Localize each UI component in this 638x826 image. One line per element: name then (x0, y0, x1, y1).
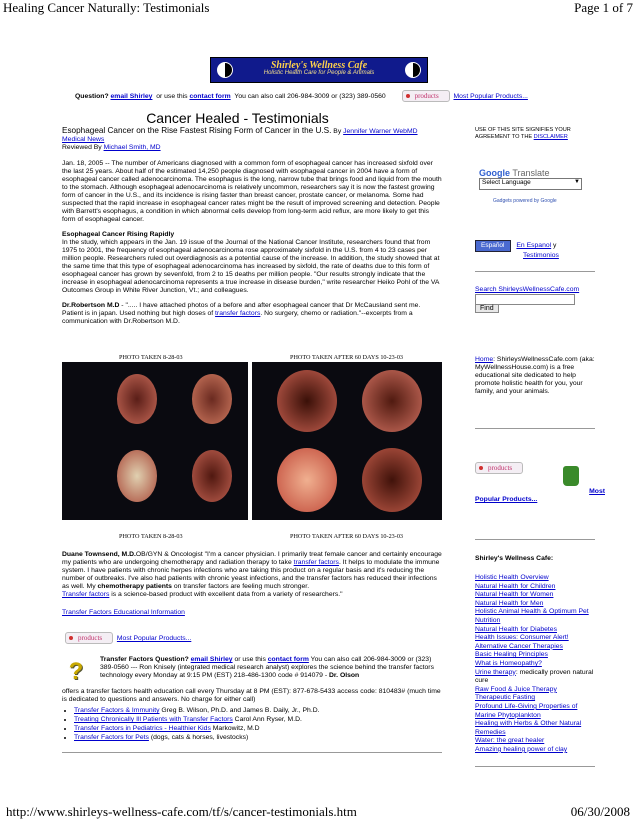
sidebar-link[interactable]: Health Issues: Consumer Alert! (475, 634, 569, 642)
author-link[interactable]: Jennifer Warner WebMD Medical News (62, 128, 418, 143)
espanol-badge[interactable]: Español (475, 240, 511, 252)
tf-list-text: Greg B. Wilson, Ph.D. and James B. Daily, Jr., Ph.D. (161, 707, 320, 714)
townsend-testimonial (62, 551, 442, 624)
sidebar-link[interactable]: Natural Health for Men (475, 599, 544, 607)
photo-caption-before-bottom: PHOTO TAKEN 8-28-03 (119, 533, 183, 540)
photo-caption-before-top: PHOTO TAKEN 8-28-03 (119, 354, 183, 361)
sidebar-link[interactable]: Alternative Cancer Therapies (475, 642, 563, 650)
y-text: y (553, 242, 557, 249)
espanol-block (475, 240, 600, 260)
tf-list-text: Markowitz, M.D (212, 725, 260, 732)
divider (475, 428, 595, 429)
select-language-value: Select Language (482, 179, 531, 186)
sidebar-link[interactable]: Healing with Herbs & Other Natural Remedies (475, 720, 582, 736)
tf-list-link[interactable]: Transfer Factors for Pets (74, 734, 149, 741)
tf-call-text: You can also call 206-984-3009 or (323) 389-0560 --- Ron Knisely (integrated medical research analyst) explores the science behind the transfer factors technology every Monday at 9:15 PM (EST) 218-486-1300 code # 914079 - (100, 656, 434, 679)
robertson-quote-a: - "..... I have attached photos of a before and after esophageal cancer that Dr McCausland sent me. Patient is in japan. Used nothing but high doses of (62, 302, 421, 317)
after-photo-panel (252, 362, 442, 520)
tf-list-text: Carol Ann Ryser, M.D. (234, 716, 302, 723)
divider (475, 766, 595, 767)
banner-title: Shirley's Wellness Cafe (270, 60, 368, 71)
sidebar-link[interactable]: What is Homeopathy? (475, 659, 542, 667)
popular-products-link[interactable]: Popular Products... (475, 496, 538, 503)
question-label: Question? (75, 93, 109, 100)
most-popular-link-2[interactable]: Most Popular Products... (116, 635, 192, 642)
sidebar-link[interactable]: Holistic Animal Health & Optimum Pet Nutrition (475, 608, 589, 624)
tf-call-tail (62, 688, 442, 704)
site-banner[interactable] (210, 57, 428, 83)
reviewer-link[interactable]: Michael Smith, MD (103, 144, 161, 151)
products-button-3[interactable]: products (475, 462, 523, 474)
photo-caption-after-bottom: PHOTO TAKEN AFTER 60 DAYS 10-23-03 (290, 533, 404, 540)
testimonios-link[interactable]: Testimonios (523, 252, 559, 259)
divider (475, 539, 595, 540)
by-label: By (333, 128, 342, 135)
question-mark-icon: ? (68, 658, 84, 685)
sidebar-link[interactable]: Natural Health for Diabetes (475, 625, 557, 633)
divider (475, 271, 595, 272)
gadgets-note: Gadgets powered by Google (493, 198, 557, 204)
contact-form-link[interactable]: contact form (189, 93, 231, 100)
tf-tail-text: offers a transfer factors health education call every Thursday at 8 PM (EST): 877-678-5433 access code: 810483# (much time is dedicated to questions and answers. No charge for either call) (62, 688, 441, 703)
print-header (0, 0, 638, 14)
article-headline: Esophageal Cancer on the Rise Fastest Rising Form of Cancer in the U.S. (62, 126, 332, 135)
cafe-links (475, 574, 600, 754)
most-link[interactable]: Most (589, 488, 605, 495)
bottle-icon (563, 466, 579, 486)
disclaimer-note (475, 127, 600, 141)
home-block (475, 356, 600, 396)
en-espanol-link[interactable]: En Espanol (516, 242, 552, 249)
translate-label: Translate (512, 168, 550, 178)
sidebar-link[interactable]: Water: the great healer (475, 737, 545, 745)
list-item (74, 707, 442, 715)
photo-caption-after-top: PHOTO TAKEN AFTER 60 DAYS 10-23-03 (290, 354, 404, 361)
find-button[interactable]: Find (475, 304, 499, 313)
townsend-name: Duane Townsend, M.D. (62, 551, 136, 558)
tf-list-link[interactable]: Transfer Factors in Pediatrics - Healthier Kids (74, 725, 211, 732)
tf-list-link[interactable]: Transfer Factors & Immunity (74, 707, 160, 714)
sidebar-link[interactable]: Basic Healing Principles (475, 651, 548, 659)
tf-list-link[interactable]: Treating Chronically Ill Patients with Transfer Factors (74, 716, 233, 723)
print-header-title: Healing Cancer Naturally: Testimonials (3, 0, 210, 15)
sidebar-products (475, 462, 605, 504)
robertson-name: Dr.Robertson M.D (62, 302, 120, 309)
robertson-quote-b: . No surgery, chemo or radiation."--excerpts from a communication with Dr.Robertson M.D. (62, 310, 413, 325)
google-logo: Google (479, 168, 510, 178)
urine-therapy-link[interactable]: Urine therapy (475, 668, 516, 676)
article-paragraph-1: Jan. 18, 2005 -- The number of Americans diagnosed with a common form of esophageal cancer has increased sixfold over the last 25 years. About half of the estimated 14,250 people diagnosed with esophageal cancer in 2004 have a form of esophageal cancer called adenocarcinoma. The esophagus is the long, narrow tube that brings food and liquid from the mouth to the stomach. Although esophageal adenocarcinoma is relatively uncommon, researchers say it is now the fastest growing form of cancer in the U.S., and its incidence is rising faster than breast cancer, prostate cancer, or melanoma. Some had suspected that the rapid increase in esophageal cancer rates might be the result of improved screening and detection. People with Barrett's esophagus, a condition in which abnormal cells develop from long-term acid reflux, are more likely to get this form of esophageal cancer. (62, 160, 442, 223)
search-block (475, 286, 600, 313)
article-paragraph-2: In the study, which appears in the Jan. 19 issue of the Journal of the National Cancer Institute, researchers found that from 1975 to 2001, the frequency of esophageal adenocarcinoma rose approximately sixfold in the U.S. from 4 to 23 cases per million people. Researchers ruled out overdiagnosis as a potential cause of the increase. In addition, the study showed that at the same time that this type of esophageal adenocarcinoma has increased by sixfold, the rate of deaths due to this form of esophageal cancer has grown by sevenfold, from 2 to 15 deaths per million people. "Our results strongly indicate that the increase in esophageal adenocarcinoma represents a true increase in disease burden," write researcher Heiko Pohl of the VA Outcomes Group in White River Junction, Vt.; and colleagues. (62, 239, 440, 294)
email-shirley-link[interactable]: email Shirley (110, 93, 153, 100)
home-description: : ShirleysWellnessCafe.com (aka: MyWellnessHouse.com) is a free educational site dedicated to help promote holistic health for you, your family, and your animals. (475, 356, 595, 395)
tf-list (62, 707, 442, 743)
tf-question-block (100, 656, 442, 680)
print-header-page: Page 1 of 7 (574, 0, 633, 15)
sidebar-link[interactable]: Raw Food & Juice Therapy (475, 685, 557, 693)
print-footer-url: http://www.shirleys-wellness-cafe.com/tf/s/cancer-testimonials.htm (6, 804, 357, 819)
search-label[interactable]: Search ShirleysWellnessCafe.com (475, 286, 580, 293)
sidebar-link[interactable]: Natural Health for Children (475, 582, 556, 590)
tf-olson: Dr. Olson (328, 672, 360, 679)
products-button[interactable]: products (402, 90, 450, 102)
townsend-end: on transfer factors are feeling much stronger. (173, 583, 310, 590)
townsend-transfer-link[interactable]: transfer factors (293, 559, 339, 566)
sidebar-link[interactable]: Amazing healing power of clay (475, 745, 568, 753)
list-item (74, 734, 442, 742)
article (62, 126, 442, 333)
townsend-bold: chemotherapy patients (97, 583, 172, 590)
article-subheading: Esophageal Cancer Rising Rapidly (62, 231, 175, 238)
home-link[interactable]: Home (475, 356, 494, 363)
tf-contact-link[interactable]: contact form (267, 656, 309, 663)
sidebar-link[interactable]: Holistic Health Overview (475, 574, 549, 581)
reviewed-by-label: Reviewed By (62, 144, 102, 151)
banner-tagline: Holistic Health Care for People & Animals (263, 70, 375, 76)
divider (62, 752, 442, 753)
most-popular-link[interactable]: Most Popular Products... (453, 93, 528, 100)
print-footer-date: 06/30/2008 (570, 804, 630, 819)
page-title: Cancer Healed - Testimonials (146, 110, 329, 126)
disclaimer-link[interactable]: DISCLAIMER (533, 134, 568, 140)
robertson-transfer-link[interactable]: transfer factors (215, 310, 261, 317)
sidebar-link[interactable]: Profound Life-Giving Properties of Marine Phytoplankton (475, 702, 578, 719)
products-row (65, 632, 191, 644)
products-button-2[interactable]: products (65, 632, 113, 644)
tf-list-text: (dogs, cats & horses, livestocks) (150, 734, 249, 741)
select-language-dropdown[interactable] (479, 178, 582, 190)
townsend-transfer-link-2[interactable]: Transfer factors (62, 591, 110, 598)
urine-therapy-text: : medically proven natural cure (475, 668, 594, 685)
sidebar-link[interactable]: Therapeutic Fasting (475, 694, 536, 702)
call-text: You can also call 206-984-3009 or (323) 389-0560 (234, 93, 386, 100)
sidebar-link[interactable]: Natural Health for Women (475, 591, 554, 599)
disclaimer-text: USE OF THIS SITE SIGNIFIES YOUR AGREEMENT TO THE (475, 127, 571, 140)
google-translate-widget (479, 168, 582, 204)
townsend-end-2: is a science-based product with excellent data from a variety of researchers." (111, 591, 343, 598)
list-item (74, 725, 442, 733)
endoscopy-photos (62, 362, 442, 520)
question-bar (75, 90, 575, 102)
before-photo-panel (62, 362, 248, 520)
list-item (74, 716, 442, 724)
tf-email-link[interactable]: email Shirley (190, 656, 233, 663)
tf-question-label: Transfer Factors Question? (100, 656, 189, 663)
tf-or-text: or use this (234, 656, 266, 663)
tf-info-link[interactable]: Transfer Factors Educational Information (62, 609, 185, 616)
townsend-mid: . It helps to modulate the immune system. I have patients with chronic herpes infections who are taking this product on a regular basis and it's reducing the number of outbreaks. I've also had patients with chronic yeast infections, and the transfer factors has reduced their infections as well. My (62, 559, 440, 590)
or-use-text: or use this (156, 93, 188, 100)
townsend-intro: OB/GYN & Oncologist "I'm a cancer physician. I primarily treat female cancer and certainly encourage my patients who are undergoing chemotherapy and radiation therapy to take (62, 551, 442, 566)
cafe-title: Shirley's Wellness Cafe: (475, 555, 554, 562)
